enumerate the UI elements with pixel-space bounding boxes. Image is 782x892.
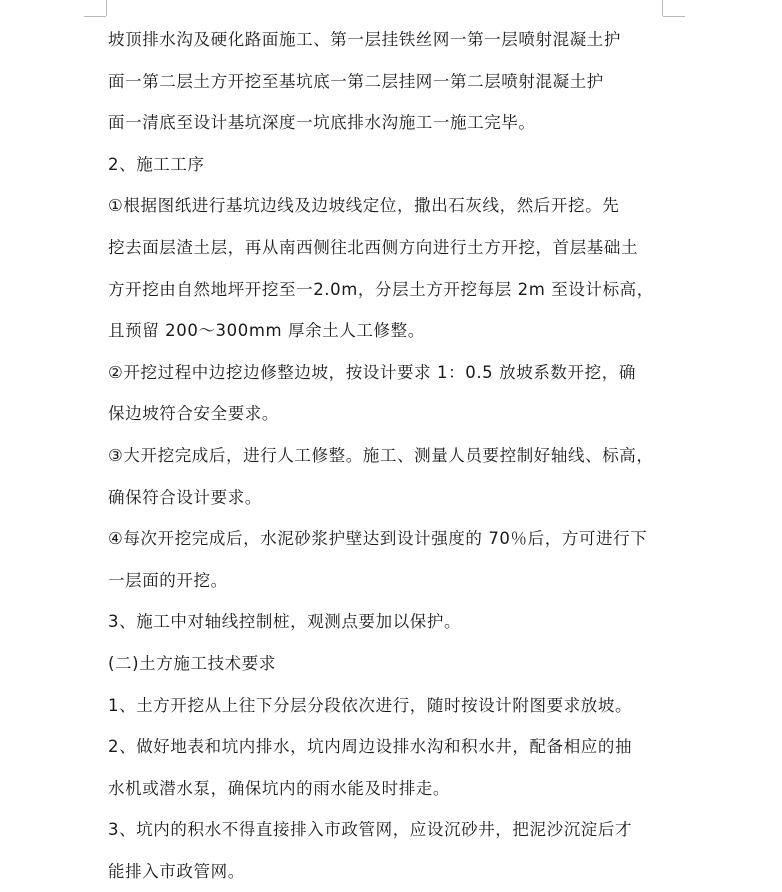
text-line: 能排入市政管网。 [108,861,245,881]
text-line: 面一清底至设计基坑深度一坑底排水沟施工一施工完毕。 [108,113,536,133]
text-line: 保边坡符合安全要求。 [108,404,279,424]
text-line: 3、坑内的积水不得直接排入市政管网，应设沉砂井，把泥沙沉淀后才 [108,820,633,840]
text-line: 坡顶排水沟及硬化路面施工、第一层挂铁丝网一第一层喷射混凝土护 [108,30,621,49]
text-line: 面一第二层土方开挖至基坑底一第二层挂网一第二层喷射混凝土护 [108,71,604,91]
text-line: 且预留 200～300mm 厚余土人工修整。 [108,321,425,341]
text-line: 挖去面层渣土层，再从南西侧往北西侧方向进行土方开挖，首层基础土 [108,237,639,257]
margin-mark-top-left [106,0,107,16]
text-line: ④每次开挖完成后，水泥砂浆护壁达到设计强度的 70％后，方可进行下 [108,529,648,549]
text-line: 一层面的开挖。 [108,570,228,590]
text-line: 确保符合设计要求。 [108,487,262,507]
text-line: 方开挖由自然地坪开挖至一2.0m，分层土方开挖每层 2m 至设计标高， [108,279,654,299]
margin-mark-top-left [84,16,106,17]
text-line: 3、施工中对轴线控制桩，观测点要加以保护。 [108,612,462,632]
text-line: 水机或潜水泵，确保坑内的雨水能及时排走。 [108,778,450,798]
text-line: ②开挖过程中边挖边修整边坡，按设计要求 1：0.5 放坡系数开挖，确 [108,362,636,382]
margin-mark-top-right [662,0,663,16]
text-line: 1、土方开挖从上往下分层分段依次进行，随时按设计附图要求放坡。 [108,695,633,715]
section-heading: (二)土方施工技术要求 [108,653,276,673]
text-line: 2、做好地表和坑内排水，坑内周边设排水沟和积水井，配备相应的抽 [108,737,633,757]
text-line: ③大开挖完成后，进行人工修整。施工、测量人员要控制好轴线、标高， [108,445,654,465]
section-heading: 2、施工工序 [108,154,205,174]
margin-mark-top-right [663,16,685,17]
text-line: ①根据图纸进行基坑边线及边坡线定位，撒出石灰线，然后开挖。先 [108,196,620,216]
document-body[interactable] [108,19,668,881]
